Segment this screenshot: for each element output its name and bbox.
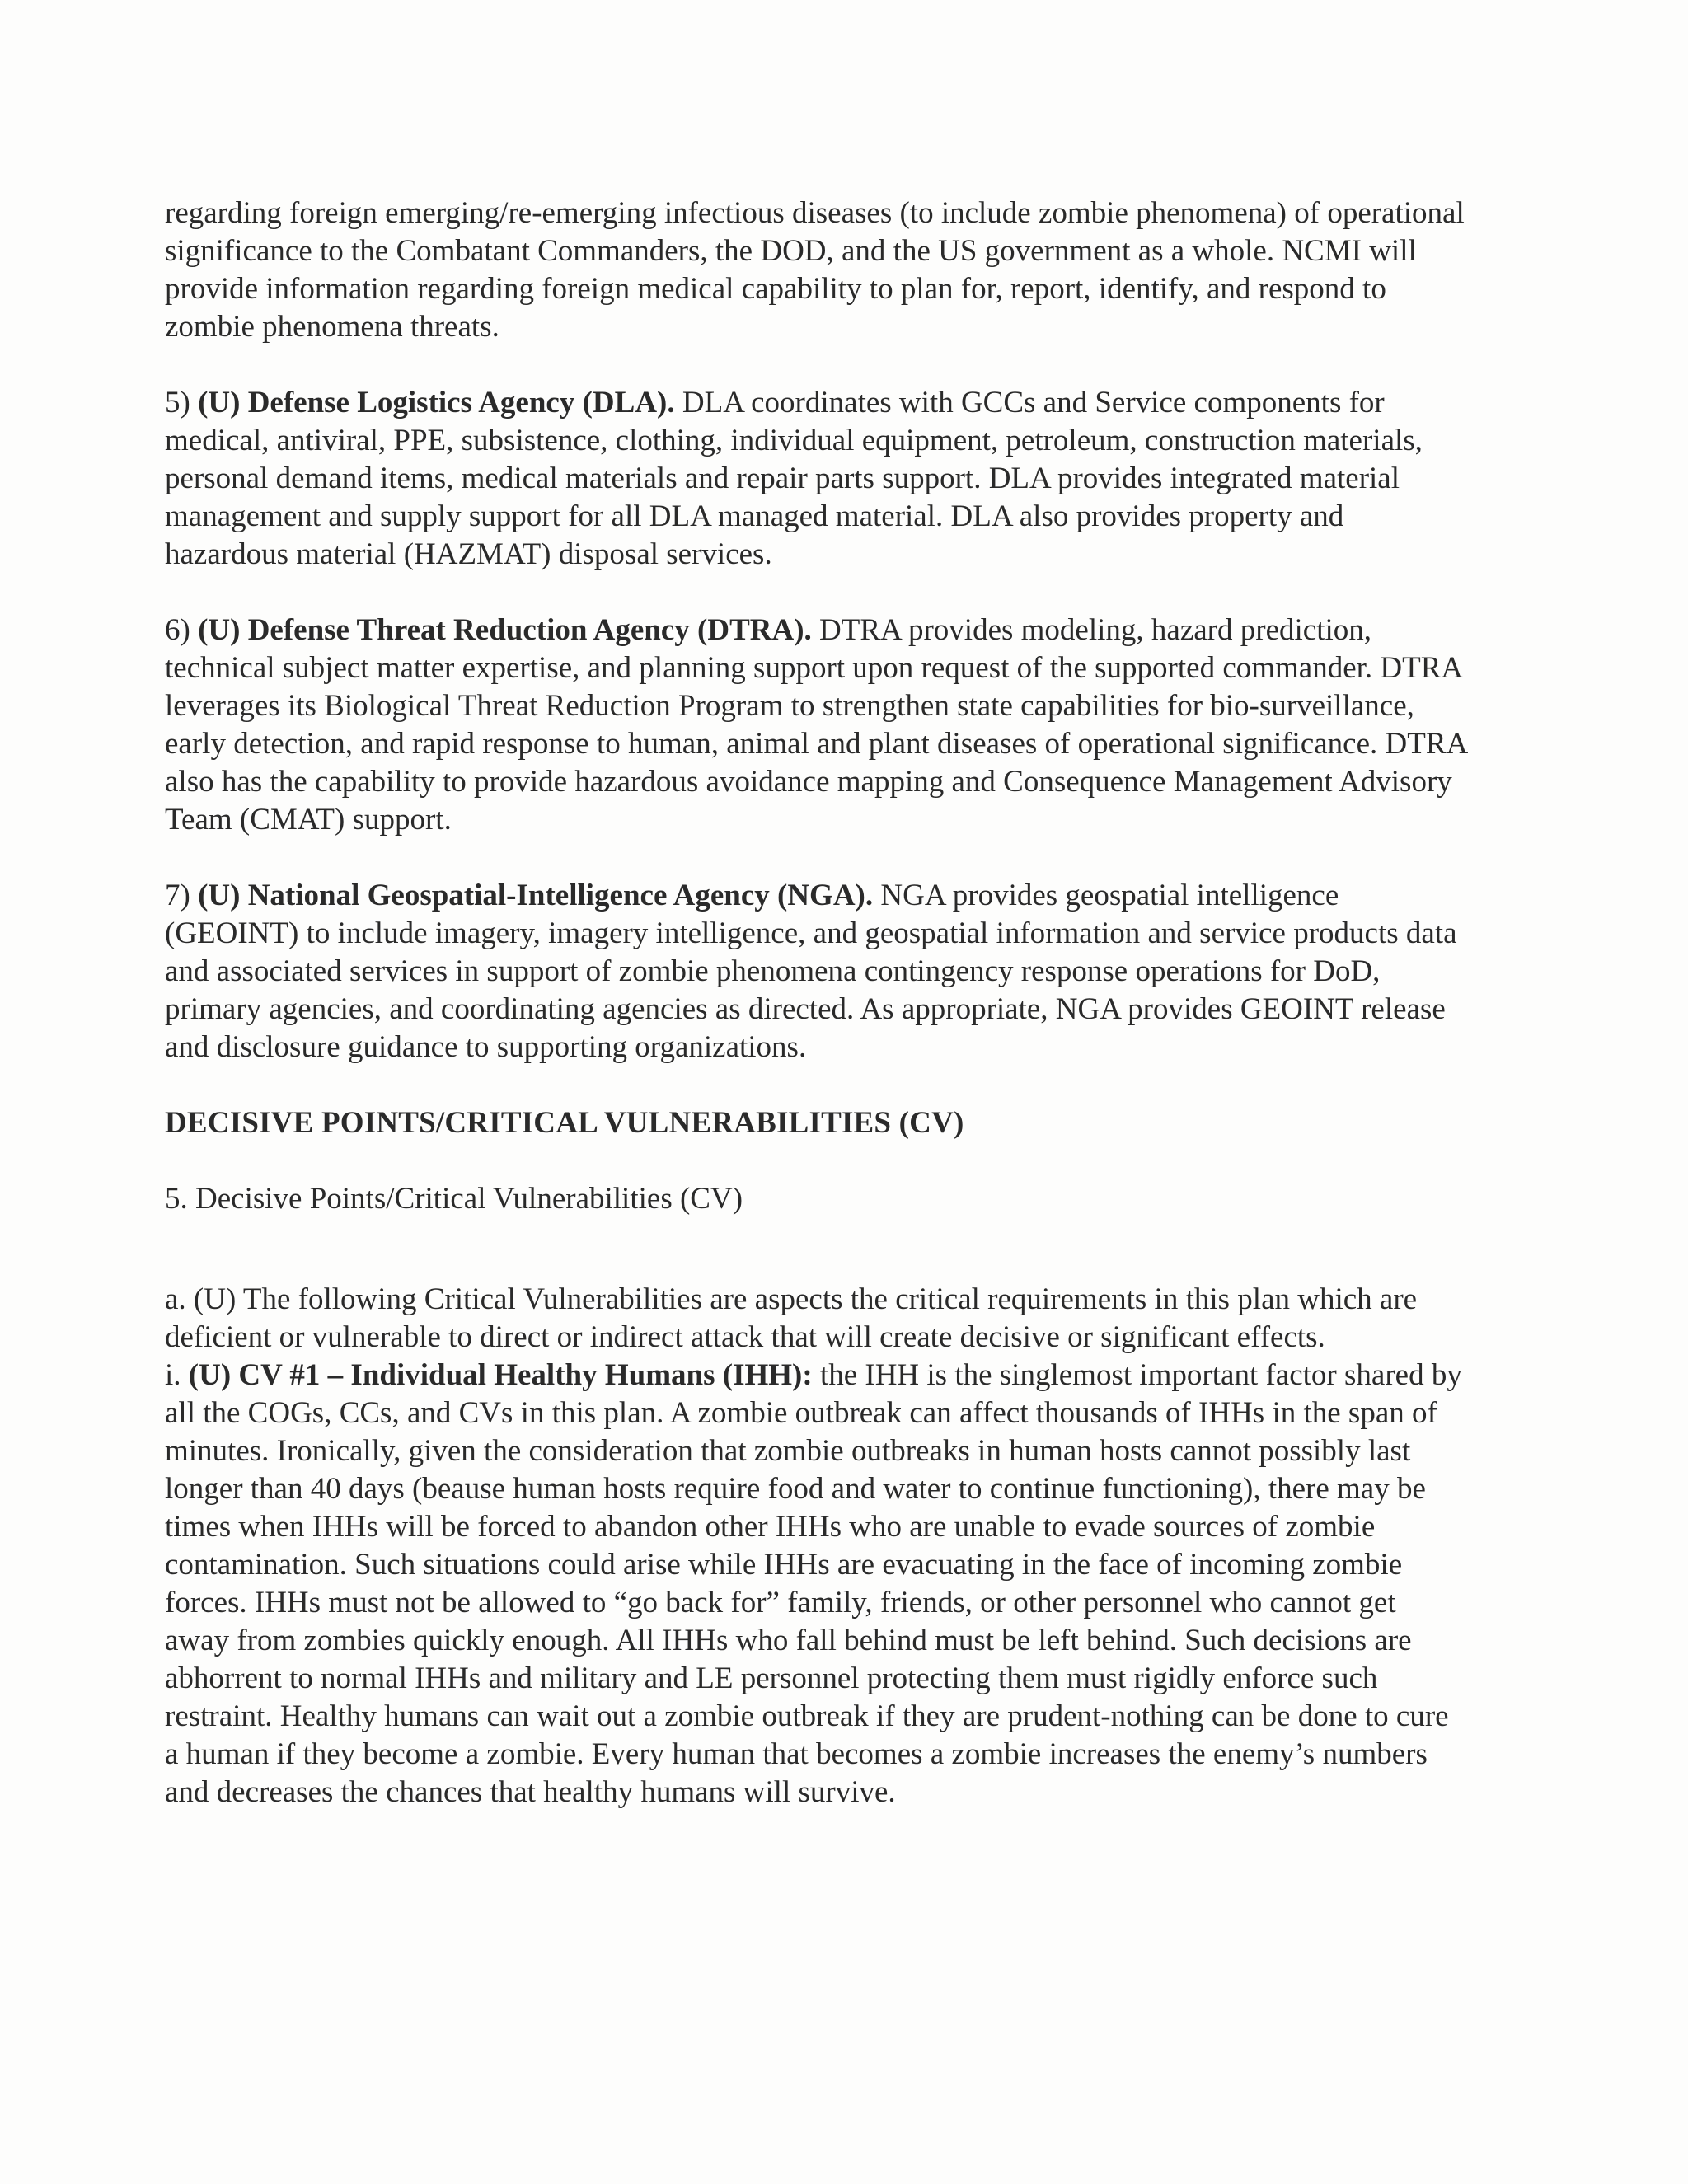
intro-paragraph: regarding foreign emerging/re-emerging infectious diseases (to include zombie phenomena) of operational significance to the Combatant Commanders, the DOD, and the US government as a whole. NCMI will provide information regarding foreign medical capability to plan for, report, identify, and respond to zombie phenomena threats. — [165, 196, 1465, 344]
nga-text: NGA provides geospatial intelligence (GEOINT) to include imagery, imagery intelligence, and geospatial information and service products data and associated services in support of zombie phenomena contingency response operations for DoD, primary agencies, and coordinating agencies as directed. As appropriate, NGA provides GEOINT release and disclosure guidance to supporting organizations. — [165, 879, 1457, 1064]
dtra-label: (U) Defense Threat Reduction Agency (DTRA). — [198, 613, 812, 647]
nga-label: (U) National Geospatial-Intelligence Agency (NGA). — [198, 879, 874, 912]
dla-number: 5) — [165, 386, 190, 419]
dtra-paragraph — [165, 612, 1467, 839]
nga-number: 7) — [165, 879, 190, 912]
dla-label: (U) Defense Logistics Agency (DLA). — [198, 386, 675, 419]
cv1-text: the IHH is the singlemost important factor shared by all the COGs, CCs, and CVs in this plan. A zombie outbreak can affect thousands of IHHs in the span of minutes. Ironically, given the consideration that zombie outbreaks in human hosts cannot possibly last longer than 40 days (beause human hosts require food and water to continue functioning), there may be times when IHHs will be forced to abandon other IHHs who are unable to evade sources of zombie contamination. Such situations could arise while IHHs are evacuating in the face of incoming zombie forces. IHHs must not be allowed to “go back for” family, friends, or other personnel who cannot get away from zombies quickly enough. All IHHs who fall behind must be left behind. Such decisions are abhorrent to normal IHHs and military and LE personnel protecting them must rigidly enforce such restraint. Healthy humans can wait out a zombie outbreak if they are prudent-nothing can be done to cure a human if they become a zombie. Every human that becomes a zombie increases the enemy’s numbers and decreases the chances that healthy humans will survive. — [165, 1358, 1462, 1809]
critical-vulnerabilities-intro: a. (U) The following Critical Vulnerabilities are aspects the critical requirements in this plan which are deficient or vulnerable to direct or indirect attack that will create decisive or significant effects. — [165, 1282, 1418, 1354]
section-heading: DECISIVE POINTS/CRITICAL VULNERABILITIES (CV) — [165, 1106, 964, 1140]
cv1-label: (U) CV #1 – Individual Healthy Humans (IHH): — [188, 1358, 813, 1392]
nga-paragraph — [165, 877, 1467, 1066]
cv1-number: i. — [165, 1358, 181, 1392]
dtra-number: 6) — [165, 613, 190, 647]
dla-text: DLA coordinates with GCCs and Service components for medical, antiviral, PPE, subsistence, clothing, individual equipment, petroleum, construction materials, personal demand items, medical materials and repair parts support. DLA provides integrated material management and supply support for all DLA managed material. DLA also provides property and hazardous material (HAZMAT) disposal services. — [165, 386, 1423, 571]
cv1-paragraph — [165, 1357, 1467, 1811]
document-body — [165, 194, 1467, 1811]
dla-paragraph — [165, 384, 1467, 574]
section-subtitle: 5. Decisive Points/Critical Vulnerabilities (CV) — [165, 1182, 743, 1216]
dtra-text: DTRA provides modeling, hazard prediction, technical subject matter expertise, and planning support upon request of the supported commander. DTRA leverages its Biological Threat Reduction Program to strengthen state capabilities for bio-surveillance, early detection, and rapid response to human, animal and plant diseases of operational significance. DTRA also has the capability to provide hazardous avoidance mapping and Consequence Management Advisory Team (CMAT) support. — [165, 613, 1467, 837]
